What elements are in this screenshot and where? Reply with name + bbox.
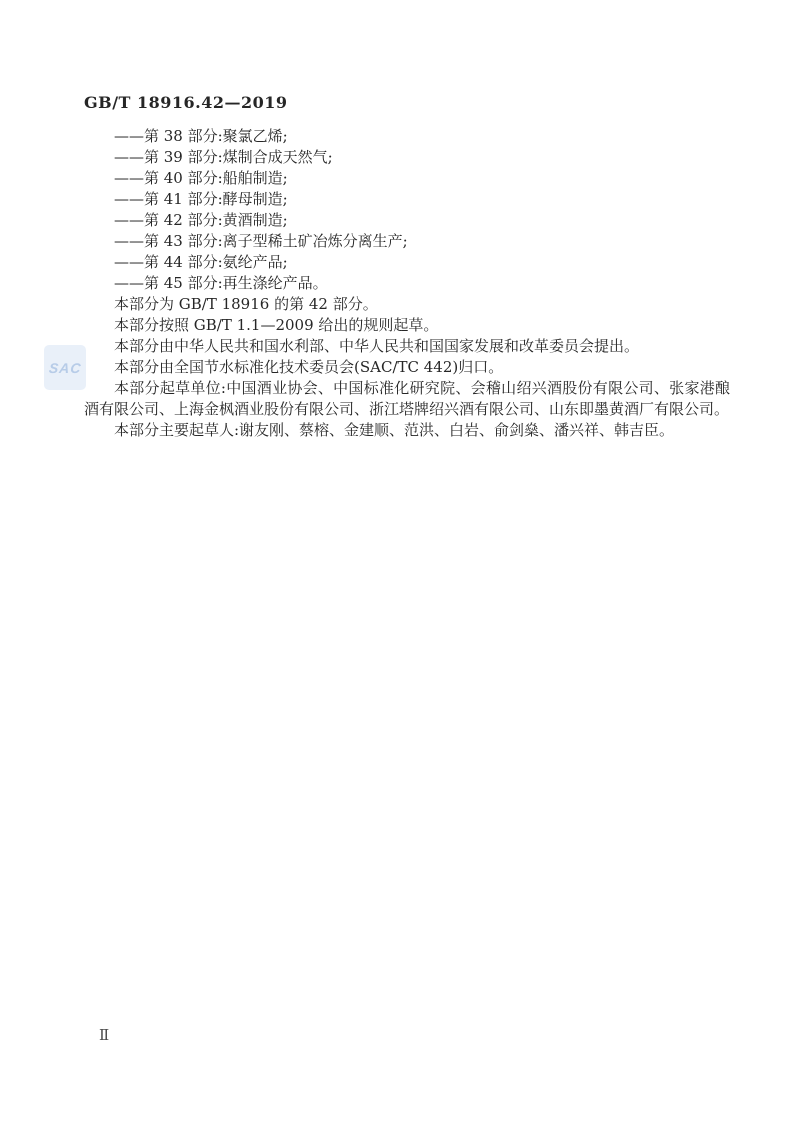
sac-watermark-badge	[44, 345, 86, 390]
parts-list-item: ——第 44 部分:氨纶产品;	[114, 253, 288, 271]
parts-list-item: ——第 43 部分:离子型稀土矿冶炼分离生产;	[114, 232, 408, 250]
foreword-paragraph: 本部分按照 GB/T 1.1—2009 给出的规则起草。	[114, 316, 439, 334]
parts-list-item: ——第 41 部分:酵母制造;	[114, 190, 288, 208]
parts-list-item: ——第 40 部分:船舶制造;	[114, 169, 288, 187]
foreword-paragraph: 本部分由全国节水标准化技术委员会(SAC/TC 442)归口。	[114, 358, 504, 376]
foreword-paragraph: 本部分为 GB/T 18916 的第 42 部分。	[114, 295, 378, 313]
page-number: Ⅱ	[99, 1026, 110, 1044]
parts-list	[84, 126, 730, 294]
parts-list-item: ——第 38 部分:聚氯乙烯;	[114, 127, 288, 145]
parts-list-item: ——第 45 部分:再生涤纶产品。	[114, 274, 328, 292]
parts-list-item: ——第 42 部分:黄酒制造;	[114, 211, 288, 229]
sac-watermark-text: SAC	[47, 359, 83, 376]
foreword-content	[84, 126, 730, 441]
parts-list-item: ——第 39 部分:煤制合成天然气;	[114, 148, 333, 166]
foreword-paragraph-drafters: 本部分主要起草人:谢友刚、蔡榕、金建顺、范洪、白岩、俞剑燊、潘兴祥、韩吉臣。	[114, 421, 675, 439]
foreword-paragraph: 本部分由中华人民共和国水利部、中华人民共和国国家发展和改革委员会提出。	[114, 337, 640, 355]
standard-number-header: GB/T 18916.42—2019	[84, 93, 288, 112]
foreword-paragraph-drafting-units: 本部分起草单位:中国酒业协会、中国标准化研究院、会稽山绍兴酒股份有限公司、张家港酿酒有限公司、上海金枫酒业股份有限公司、浙江塔牌绍兴酒有限公司、山东即墨黄酒厂有限公司。	[84, 379, 730, 418]
